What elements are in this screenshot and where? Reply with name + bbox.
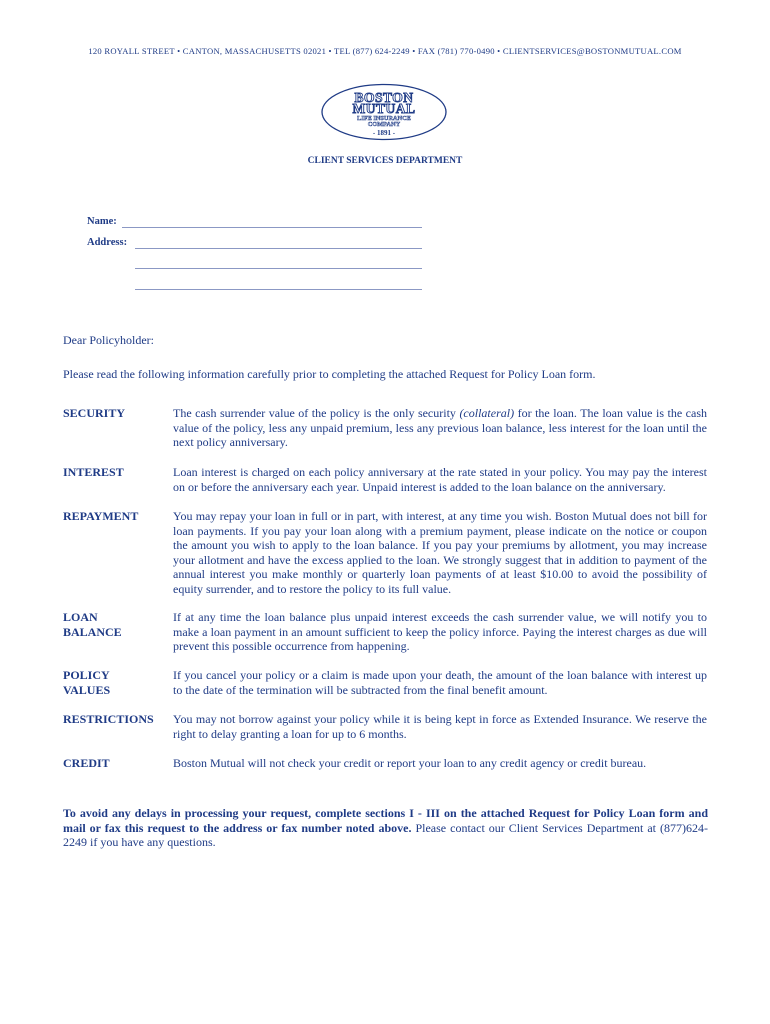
address-field-line-2[interactable]: [135, 268, 422, 269]
boston-mutual-logo: [320, 83, 448, 141]
logo-line-mutual: MUTUAL: [352, 101, 416, 116]
section-text-interest: Loan interest is charged on each policy anniversary at the rate stated in your policy. You may pay the interest on or before the anniversary each year. Unpaid interest is added to the loan balance on the anniversary.: [173, 465, 707, 494]
section-label-restrictions: RESTRICTIONS: [63, 712, 154, 726]
logo-line-company: COMPANY: [367, 121, 401, 128]
section-label-loan-balance: LOAN BALANCE: [63, 610, 122, 639]
intro-paragraph: Please read the following information carefully prior to completing the attached Request for Policy Loan form.: [63, 367, 596, 381]
section-text-credit: Boston Mutual will not check your credit or report your loan to any credit agency or credit bureau.: [173, 756, 647, 770]
collateral-italic: (collateral): [459, 406, 515, 420]
contact-header: 120 ROYALL STREET • CANTON, MASSACHUSETTS 02021 • TEL (877) 624-2249 • FAX (781) 770-0490 • CLIENTSERVICES@BOSTONMUTUAL.COM: [88, 46, 682, 56]
closing-instructions: To avoid any delays in processing your request, complete sections I - III on the attached Request for Policy Loan form and mail or fax this request to the address or fax number noted above.: [63, 806, 708, 835]
address-field-line-3[interactable]: [135, 289, 422, 290]
section-text-security: The cash surrender value of the policy is the only security (collateral) for the loan. The loan value is the cash value of the policy, less any unpaid premium, less any previous loan balance, less interest for the loan until the next policy anniversary.: [173, 406, 707, 450]
address-field-line-1[interactable]: [135, 248, 422, 249]
logo-year: - 1891 -: [372, 129, 396, 137]
name-label: Name:: [87, 216, 117, 227]
closing-paragraph: [63, 806, 708, 850]
department-title: CLIENT SERVICES DEPARTMENT: [307, 156, 463, 166]
name-field[interactable]: [122, 227, 422, 228]
section-label-security: SECURITY: [63, 406, 126, 420]
section-label-repayment: REPAYMENT: [63, 509, 139, 523]
logo-line-life-insurance: LIFE INSURANCE: [357, 115, 411, 122]
address-label: Address:: [87, 237, 128, 248]
section-text-repayment: You may repay your loan in full or in part, with interest, at any time you wish. Boston Mutual does not bill for loan payments. If you pay your loan along with a premium payment, please indicate on the notice or coupon the amount you wish to apply to the loan balance. If you pay your premiums by allotment, you may increase your allotment and have the excess applied to the loan. We strongly suggest that in addition to payment of the annual interest you make monthly or quarterly loan payments of at least $10.00 to avoid the possibility of equity surrender, and to restore the policy to its full value.: [173, 509, 707, 596]
section-label-interest: INTEREST: [63, 465, 124, 479]
closing-contact: Please contact our Client Services Department at (877)624-2249 if you have any questions.: [63, 820, 709, 850]
section-label-credit: CREDIT: [63, 756, 110, 770]
section-text-restrictions: You may not borrow against your policy while it is being kept in force as Extended Insurance. We reserve the right to delay granting a loan for up to 6 months.: [173, 712, 707, 741]
section-label-policy-values: POLICY VALUES: [63, 668, 111, 697]
salutation: Dear Policyholder:: [63, 333, 154, 347]
section-text-policy-values: If you cancel your policy or a claim is made upon your death, the amount of the loan balance with interest up to the date of the termination will be subtracted from the final benefit amount.: [173, 668, 707, 697]
logo-line-boston: BOSTON: [354, 90, 414, 105]
section-text-loan-balance: If at any time the loan balance plus unpaid interest exceeds the cash surrender value, we will notify you to make a loan payment in an amount sufficient to keep the policy inforce. Paying the interest charges as due will prevent this possible occurrence from happening.: [173, 610, 707, 654]
